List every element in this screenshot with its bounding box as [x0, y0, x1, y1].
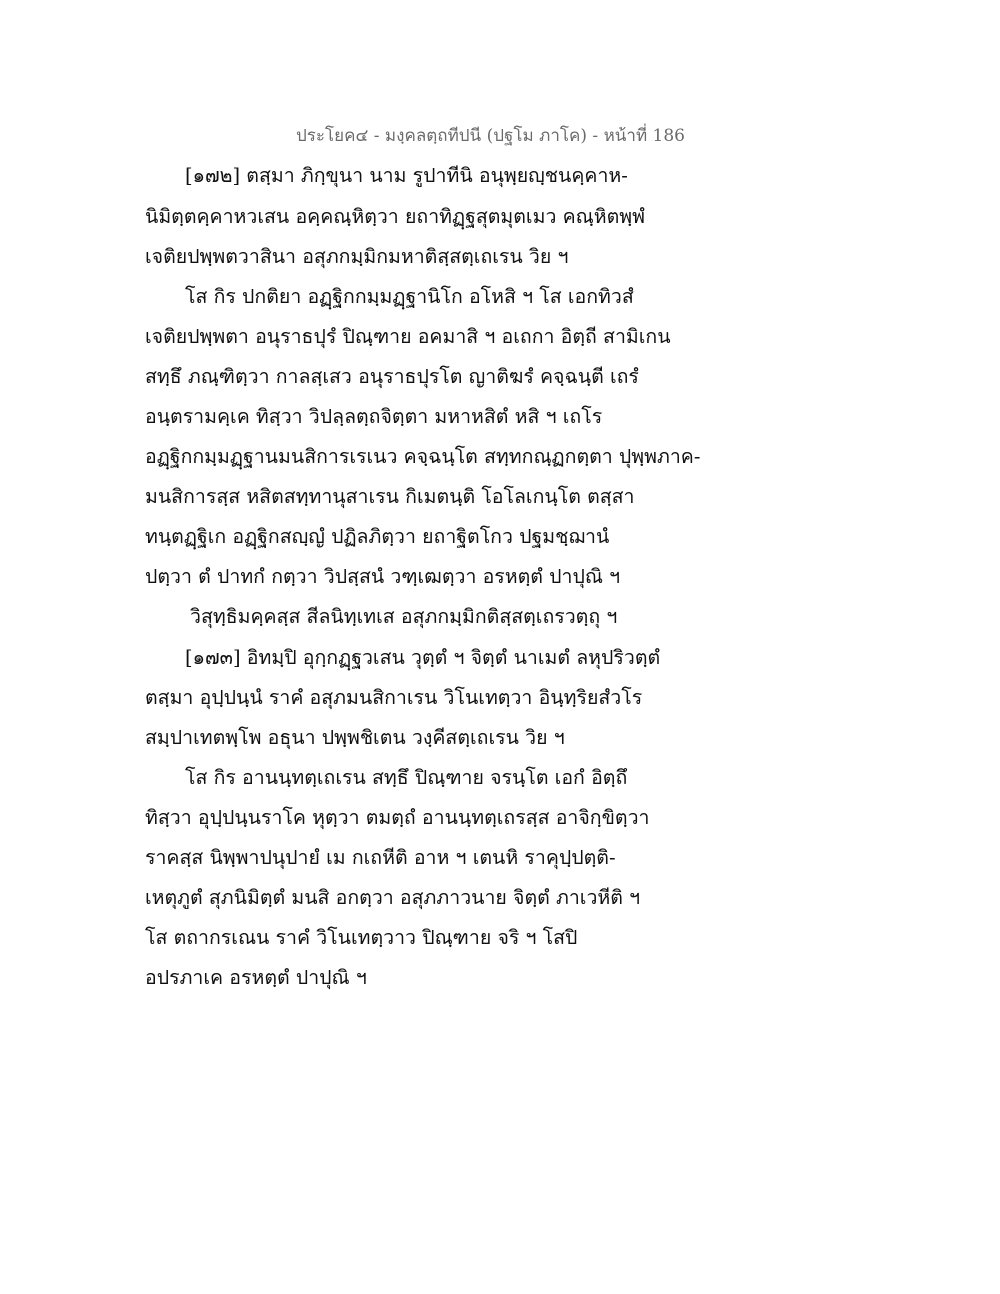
text-line: ทนฺตฏฺฐิเก อฏฺฐิกสญฺญํ ปฏิลภิตฺวา ยถาฐิตโกว ปฐมชฺฌานํ	[145, 525, 610, 548]
text-line: เหตุภูตํ สุภนิมิตฺตํ มนสิ อกตฺวา อสุภภาวนาย จิตฺตํ ภาเวหีติ ฯ	[145, 886, 641, 909]
text-line: อปรภาเค อรหตฺตํ ปาปุณิ ฯ	[145, 966, 367, 989]
text-line: เจติยปพฺพตวาสินา อสุภกมฺมิกมหาติสฺสตฺเถเรน วิย ฯ	[145, 245, 569, 268]
text-line: ทิสฺวา อุปฺปนฺนราโค หุตฺวา ตมตฺถํ อานนฺทตฺเถรสฺส อาจิกฺขิตฺวา	[145, 806, 650, 829]
text-line: อฏฺฐิกกมฺมฏฺฐานมนสิการเรเนว คจฺฉนฺโต สทฺทกณฺฏกตฺตา ปุพฺพภาค-	[145, 445, 701, 468]
text-line: มนสิการสฺส หสิตสทฺทานุสาเรน กิเมตนฺติ โอโลเกนฺโต ตสฺสา	[145, 485, 635, 508]
text-line: สทฺธึ ภณฺฑิตฺวา กาลสฺเสว อนุราธปุรโต ญาติฆรํ คจฺฉนฺตี เถรํ	[145, 365, 639, 388]
text-line: อนฺตรามคฺเค ทิสฺวา วิปลฺลตฺถจิตฺตา มหาหสิตํ หสิ ฯ เถโร	[145, 405, 603, 428]
page-header: ประโยค๔ - มงฺคลตฺถทีปนี (ปฐโม ภาโค) - หน้าที่ 186	[296, 126, 685, 146]
text-line: เจติยปพฺพตา อนุราธปุรํ ปิณฺฑาย อคมาสิ ฯ อเถกา อิตฺถี สามิเกน	[145, 325, 671, 348]
text-line: ราคสฺส นิพฺพาปนุปายํ เม กเถหีติ อาห ฯ เตนหิ ราคุปฺปตฺติ-	[145, 846, 616, 869]
text-line: สมฺปาเทตพฺโพ อธุนา ปพฺพชิเตน วงฺคีสตฺเถเรน วิย ฯ	[145, 726, 565, 749]
text-line: [๑๗๓] อิทมฺปิ อุกฺกฏฺฐวเสน วุตฺตํ ฯ จิตฺตํ นาเมตํ ลหุปริวตฺตํ	[185, 646, 661, 669]
text-line: โส กิร อานนฺทตฺเถเรน สทฺธึ ปิณฺฑาย จรนฺโต เอกํ อิตฺถึ	[185, 766, 628, 789]
text-line: วิสุทฺธิมคฺคสฺส สีลนิทฺเทเส อสุภกมฺมิกติสฺสตฺเถรวตฺถุ ฯ	[190, 605, 618, 628]
text-line: [๑๗๒] ตสฺมา ภิกฺขุนา นาม รูปาทีนิ อนุพฺยญฺชนคฺคาห-	[185, 164, 628, 187]
text-line: ตสฺมา อุปฺปนฺนํ ราคํ อสุภมนสิกาเรน วิโนเทตฺวา อินฺทฺริยสํวโร	[145, 686, 643, 709]
text-line: โส กิร ปกติยา อฏฺฐิกกมฺมฏฺฐานิโก อโหสิ ฯ โส เอกทิวสํ	[185, 285, 634, 308]
text-line: นิมิตฺตคฺคาหวเสน อคฺคณฺหิตฺวา ยถาทิฏฺฐสุตมุตเมว คณฺหิตพฺพํ	[145, 205, 645, 228]
text-line: โส ตถากรเณน ราคํ วิโนเทตฺวาว ปิณฺฑาย จริ ฯ โสปิ	[145, 926, 578, 949]
text-line: ปตฺวา ตํ ปาทกํ กตฺวา วิปสฺสนํ วฑฺเฒตฺวา อรหตฺตํ ปาปุณิ ฯ	[145, 565, 621, 588]
